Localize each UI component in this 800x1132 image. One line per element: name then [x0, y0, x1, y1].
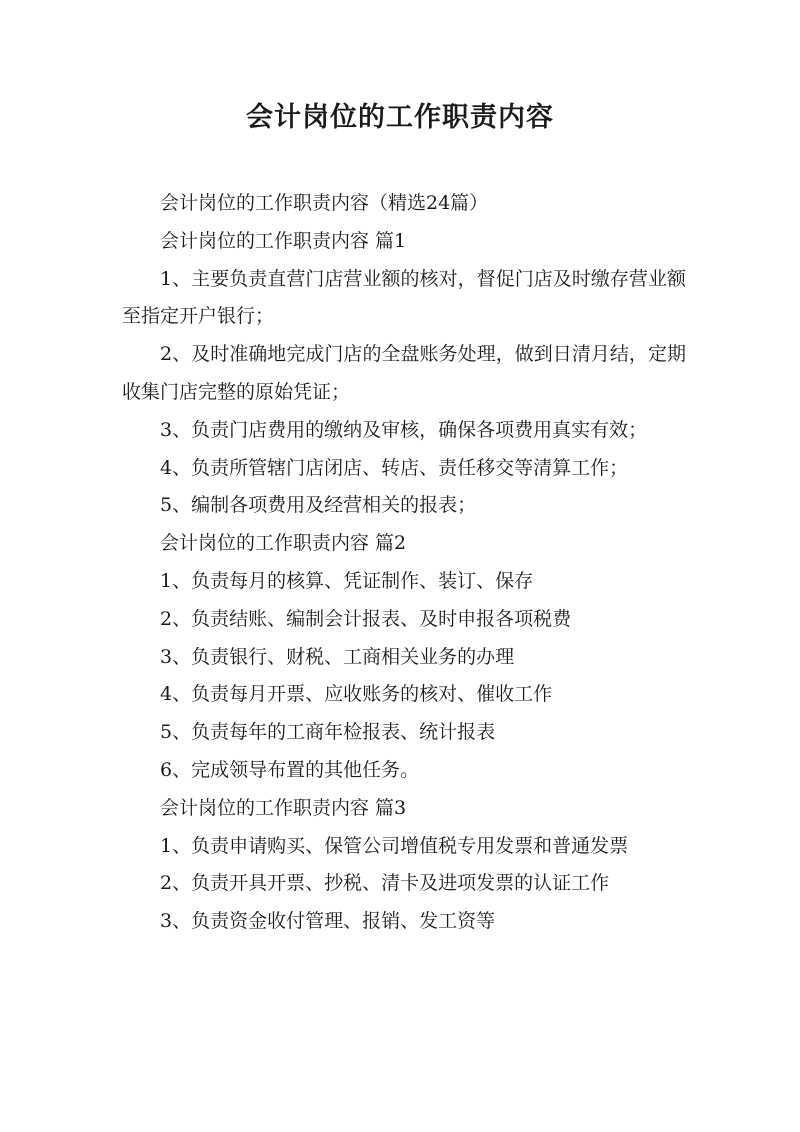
- paragraph: 2、负责开具开票、抄税、清卡及进项发票的认证工作: [160, 872, 610, 895]
- paragraph: 2、负责结账、编制会计报表、及时申报各项税费: [160, 607, 572, 630]
- section-heading-1: 会计岗位的工作职责内容 篇1: [160, 229, 407, 252]
- paragraph: 3、负责资金收付管理、报销、发工资等: [160, 910, 496, 933]
- paragraph: 4、负责每月开票、应收账务的核对、催收工作: [160, 683, 553, 706]
- paragraph: 4、负责所管辖门店闭店、转店、责任移交等清算工作；: [160, 456, 629, 479]
- paragraph: 5、编制各项费用及经营相关的报表；: [160, 494, 477, 517]
- paragraph: 2、及时准确地完成门店的全盘账务处理，做到日清月结，定期收集门店完整的原始凭证；: [122, 343, 686, 403]
- paragraph: 3、负责银行、财税、工商相关业务的办理: [160, 645, 515, 668]
- document-title: 会计岗位的工作职责内容: [246, 102, 554, 133]
- section-heading-2: 会计岗位的工作职责内容 篇2: [160, 532, 407, 555]
- paragraph: 5、负责每年的工商年检报表、统计报表: [160, 721, 496, 744]
- section-heading-3: 会计岗位的工作职责内容 篇3: [160, 796, 407, 819]
- paragraph: 3、负责门店费用的缴纳及审核，确保各项费用真实有效；: [160, 418, 648, 441]
- paragraph: 6、完成领导布置的其他任务。: [160, 758, 420, 781]
- paragraph: 1、负责每月的核算、凭证制作、装订、保存: [160, 569, 534, 592]
- intro-line: 会计岗位的工作职责内容（精选24篇）: [160, 192, 489, 214]
- document-body: [122, 185, 686, 941]
- paragraph: 1、负责申请购买、保管公司增值税专用发票和普通发票: [160, 834, 629, 857]
- paragraph: 1、主要负责直营门店营业额的核对，督促门店及时缴存营业额至指定开户银行；: [122, 267, 686, 328]
